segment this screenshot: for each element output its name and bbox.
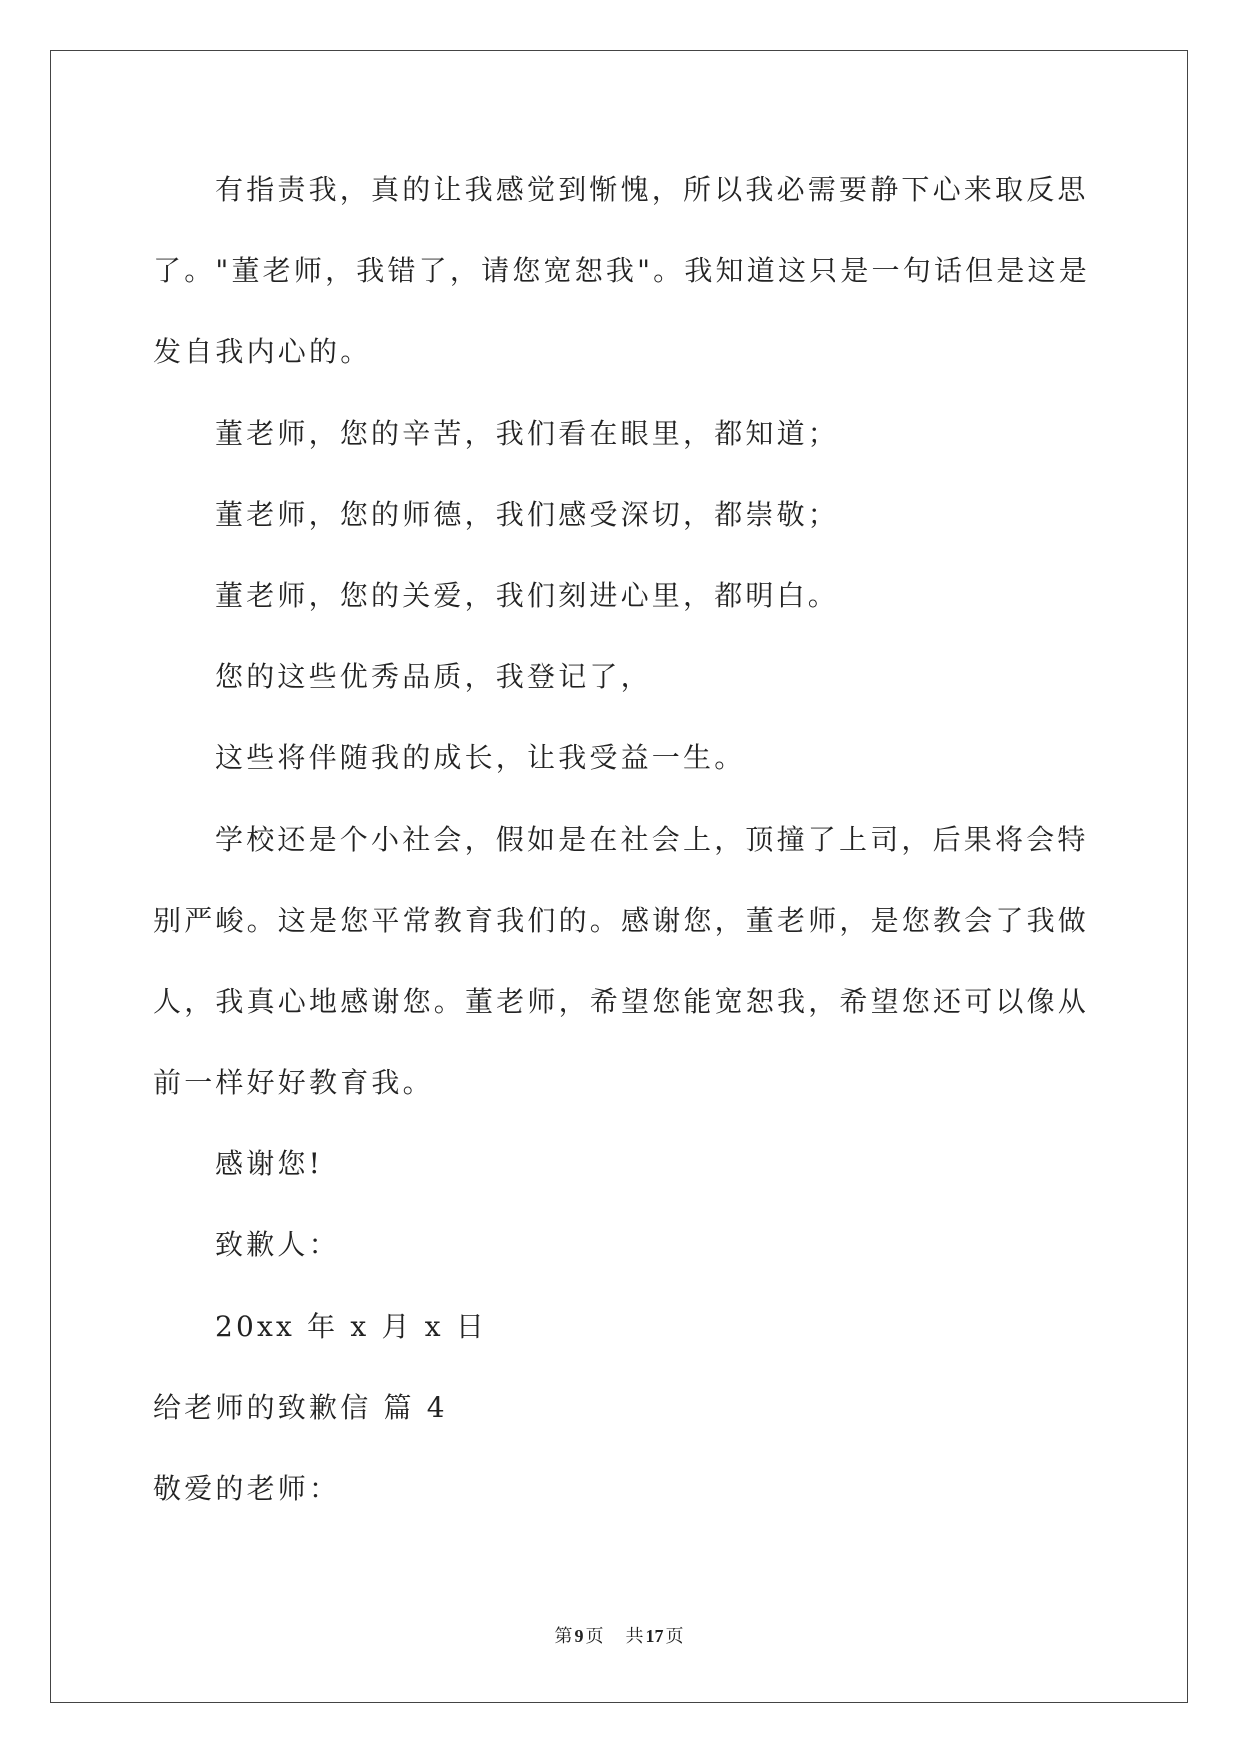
paragraph-line: 学校还是个小社会，假如是在社会上，顶撞了上司，后果将会特 [215,822,1089,856]
verse-line: 董老师，您的关爱，我们刻进心里，都明白。 [215,578,840,612]
total-prefix: 共 [625,1626,644,1647]
signature-label: 致歉人： [215,1228,340,1262]
section-heading: 给老师的致歉信 篇 4 [153,1390,448,1424]
page-suffix: 页 [585,1626,604,1647]
date-line: 20xx 年 x 月 x 日 [215,1309,488,1343]
verse-line: 这些将伴随我的成长，让我受益一生。 [215,741,746,775]
document-body [0,149,1241,1529]
verse-line: 董老师，您的辛苦，我们看在眼里，都知道； [215,416,840,450]
paragraph-line: 别严峻。这是您平常教育我们的。感谢您，董老师，是您教会了我做 [153,903,1090,937]
total-suffix: 页 [665,1626,684,1647]
salutation: 敬爱的老师： [153,1472,341,1505]
closing-text: 感谢您! [215,1147,324,1181]
paragraph-line: 了。"董老师，我错了，请您宽恕我"。我知道这只是一句话但是这是 [153,254,1090,288]
verse-line: 董老师，您的师德，我们感受深切，都崇敬； [215,497,840,531]
page-prefix: 第 [554,1626,573,1647]
verse-line: 您的这些优秀品质，我登记了， [215,660,652,694]
page-footer [50,1622,1188,1650]
page-number: 9 [574,1626,584,1646]
total-pages: 17 [645,1626,664,1646]
paragraph-line: 前一样好好教育我。 [153,1066,434,1100]
paragraph-line: 有指责我，真的让我感觉到惭愧，所以我必需要静下心来取反思 [215,173,1089,206]
paragraph-line: 发自我内心的。 [153,335,372,369]
paragraph-line: 人，我真心地感谢您。董老师，希望您能宽恕我，希望您还可以像从 [153,984,1090,1018]
